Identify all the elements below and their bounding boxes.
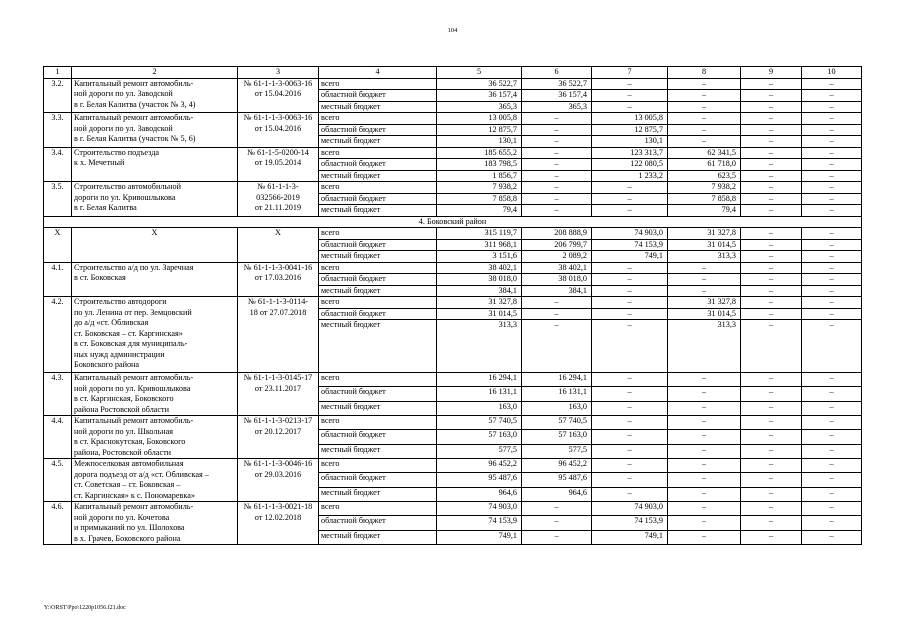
item-number: 4.4. — [44, 416, 72, 459]
item-number: 3.2. — [44, 78, 72, 113]
item-number: 4.1. — [44, 262, 72, 297]
amount-cell: – — [802, 444, 862, 458]
amount-cell: 384,1 — [522, 285, 592, 297]
amount-cell: 311 968,1 — [437, 239, 522, 251]
amount-cell: 74 903,0 — [592, 228, 668, 240]
amount-cell: – — [802, 320, 862, 373]
amount-cell: – — [741, 473, 802, 487]
item-name: Капитальный ремонт автомобиль- ной дороги по ул. Кочетова и примыканий по ул. Шолохова в х. Грачев, Боковского района — [72, 502, 238, 545]
amount-cell: – — [592, 297, 668, 309]
item-name: Капитальный ремонт автомобиль- ной дороги по ул. Заводской в г. Белая Калитва (участок № 5, 6) — [72, 113, 238, 148]
amount-cell: – — [741, 90, 802, 102]
amount-cell: – — [522, 297, 592, 309]
column-header: 5 — [437, 67, 522, 79]
table-row — [44, 502, 862, 516]
column-header: 7 — [592, 67, 668, 79]
item-name: Х — [72, 228, 238, 263]
amount-cell: – — [668, 90, 741, 102]
amount-cell: – — [802, 170, 862, 182]
amount-cell: – — [592, 430, 668, 444]
amount-cell: – — [592, 444, 668, 458]
funding-source: всего — [319, 147, 437, 159]
amount-cell: 749,1 — [437, 530, 522, 544]
amount-cell: 384,1 — [437, 285, 522, 297]
item-number: 3.3. — [44, 113, 72, 148]
table-row — [44, 147, 862, 159]
amount-cell: – — [802, 308, 862, 320]
amount-cell: – — [592, 473, 668, 487]
funding-source: областной бюджет — [319, 387, 437, 401]
amount-cell: – — [741, 430, 802, 444]
funding-source: местный бюджет — [319, 320, 437, 373]
amount-cell: 62 341,5 — [668, 147, 741, 159]
amount-cell: – — [522, 124, 592, 136]
table-row — [44, 228, 862, 240]
amount-cell: – — [522, 113, 592, 125]
amount-cell: – — [802, 401, 862, 415]
amount-cell: 206 799,7 — [522, 239, 592, 251]
amount-cell: – — [592, 285, 668, 297]
funding-source: всего — [319, 228, 437, 240]
amount-cell: 208 888,9 — [522, 228, 592, 240]
amount-cell: – — [741, 159, 802, 171]
funding-source: местный бюджет — [319, 170, 437, 182]
amount-cell: 749,1 — [592, 530, 668, 544]
amount-cell: – — [741, 193, 802, 205]
amount-cell: 74 903,0 — [437, 502, 522, 516]
amount-cell: 16 131,1 — [522, 387, 592, 401]
amount-cell: 31 327,8 — [437, 297, 522, 309]
amount-cell: 313,3 — [668, 251, 741, 263]
item-number: 4.2. — [44, 297, 72, 373]
amount-cell: – — [741, 262, 802, 274]
amount-cell: – — [668, 459, 741, 473]
amount-cell: – — [802, 430, 862, 444]
amount-cell: 96 452,2 — [437, 459, 522, 473]
amount-cell: 31 327,8 — [668, 297, 741, 309]
item-name: Межпоселковая автомобильная дорога подъезд от а/д «ст. Обливская – ст. Советская – ст. Боковская – ст. Каргинская» к с. Пономаревка» — [72, 459, 238, 502]
amount-cell: 31 014,5 — [668, 308, 741, 320]
amount-cell: – — [741, 113, 802, 125]
funding-source: областной бюджет — [319, 159, 437, 171]
amount-cell: 185 655,2 — [437, 147, 522, 159]
amount-cell: 964,6 — [437, 487, 522, 501]
amount-cell: 7 858,8 — [668, 193, 741, 205]
amount-cell: – — [522, 205, 592, 217]
amount-cell: – — [668, 124, 741, 136]
funding-source: областной бюджет — [319, 430, 437, 444]
amount-cell: 36 522,7 — [522, 78, 592, 90]
amount-cell: – — [741, 136, 802, 148]
amount-cell: 163,0 — [437, 401, 522, 415]
amount-cell: – — [668, 136, 741, 148]
funding-source: областной бюджет — [319, 239, 437, 251]
table-body — [44, 67, 862, 545]
table-row — [44, 297, 862, 309]
amount-cell: 3 151,6 — [437, 251, 522, 263]
amount-cell: – — [668, 387, 741, 401]
amount-cell: 313,3 — [437, 320, 522, 373]
item-document: № 61-1-1-3-0145-17 от 23.11.2017 — [238, 373, 319, 416]
amount-cell: 38 402,1 — [437, 262, 522, 274]
amount-cell: – — [592, 401, 668, 415]
amount-cell: 749,1 — [592, 251, 668, 263]
amount-cell: – — [802, 473, 862, 487]
amount-cell: 1 233,2 — [592, 170, 668, 182]
amount-cell: – — [668, 401, 741, 415]
amount-cell: 61 718,0 — [668, 159, 741, 171]
item-document: № 61-1-1-3-0063-16 от 15.04.2016 — [238, 113, 319, 148]
table-row — [44, 262, 862, 274]
amount-cell: – — [802, 159, 862, 171]
amount-cell: – — [741, 251, 802, 263]
amount-cell: – — [522, 193, 592, 205]
funding-source: всего — [319, 297, 437, 309]
amount-cell: 38 018,0 — [437, 274, 522, 286]
amount-cell: – — [802, 387, 862, 401]
amount-cell: 57 163,0 — [522, 430, 592, 444]
amount-cell: – — [592, 274, 668, 286]
column-header: 3 — [238, 67, 319, 79]
amount-cell: 130,1 — [437, 136, 522, 148]
amount-cell: – — [802, 136, 862, 148]
funding-source: областной бюджет — [319, 308, 437, 320]
item-document: № 61-1-1-3-0063-16 от 15.04.2016 — [238, 78, 319, 113]
amount-cell: – — [592, 373, 668, 387]
amount-cell: – — [741, 373, 802, 387]
amount-cell: – — [741, 308, 802, 320]
amount-cell: 74 903,0 — [592, 502, 668, 516]
amount-cell: – — [802, 193, 862, 205]
amount-cell: 36 157,4 — [437, 90, 522, 102]
amount-cell: – — [802, 90, 862, 102]
amount-cell: 79,4 — [668, 205, 741, 217]
amount-cell: 74 153,9 — [592, 516, 668, 530]
amount-cell: 13 005,8 — [592, 113, 668, 125]
item-name: Строительство а/д по ул. Заречная в ст. Боковская — [72, 262, 238, 297]
amount-cell: – — [741, 401, 802, 415]
column-header: 2 — [72, 67, 238, 79]
amount-cell: – — [802, 516, 862, 530]
amount-cell: – — [802, 416, 862, 430]
amount-cell: – — [592, 459, 668, 473]
amount-cell: 79,4 — [437, 205, 522, 217]
funding-source: областной бюджет — [319, 193, 437, 205]
amount-cell: – — [592, 193, 668, 205]
amount-cell: – — [592, 90, 668, 102]
amount-cell: – — [592, 320, 668, 373]
amount-cell: 31 327,8 — [668, 228, 741, 240]
amount-cell: – — [741, 147, 802, 159]
amount-cell: – — [668, 444, 741, 458]
amount-cell: – — [668, 530, 741, 544]
amount-cell: – — [741, 170, 802, 182]
amount-cell: – — [802, 205, 862, 217]
item-number: 4.5. — [44, 459, 72, 502]
funding-source: местный бюджет — [319, 205, 437, 217]
amount-cell: – — [802, 251, 862, 263]
amount-cell: 16 131,1 — [437, 387, 522, 401]
table-row — [44, 459, 862, 473]
table-row — [44, 78, 862, 90]
table-row — [44, 416, 862, 430]
amount-cell: 12 875,7 — [592, 124, 668, 136]
amount-cell: – — [802, 530, 862, 544]
amount-cell: – — [668, 101, 741, 113]
amount-cell: 7 938,2 — [668, 182, 741, 194]
funding-source: всего — [319, 182, 437, 194]
amount-cell: – — [741, 502, 802, 516]
amount-cell: – — [522, 530, 592, 544]
amount-cell: – — [592, 101, 668, 113]
amount-cell: – — [741, 274, 802, 286]
amount-cell: – — [668, 78, 741, 90]
amount-cell: – — [522, 170, 592, 182]
amount-cell: 130,1 — [592, 136, 668, 148]
item-document: № 61-1-1-3-0046-16 от 29.03.2016 — [238, 459, 319, 502]
item-name: Капитальный ремонт автомобиль- ной дороги по ул. Кривошлыкова в ст. Каргинская, Боковского района Ростовской области — [72, 373, 238, 416]
budget-table — [43, 66, 862, 545]
column-header: 4 — [319, 67, 437, 79]
amount-cell: 95 487,6 — [522, 473, 592, 487]
amount-cell: – — [522, 502, 592, 516]
item-number: 3.5. — [44, 182, 72, 217]
amount-cell: 1 856,7 — [437, 170, 522, 182]
amount-cell: 31 014,5 — [437, 308, 522, 320]
item-number: Х — [44, 228, 72, 263]
amount-cell: – — [592, 487, 668, 501]
item-number: 3.4. — [44, 147, 72, 182]
amount-cell: – — [592, 416, 668, 430]
footer-path: Y:\ORST\Ppo\1220p1056.f21.doc — [44, 605, 126, 611]
amount-cell: – — [802, 182, 862, 194]
amount-cell: – — [522, 320, 592, 373]
amount-cell: 36 522,7 — [437, 78, 522, 90]
amount-cell: – — [802, 373, 862, 387]
amount-cell: 964,6 — [522, 487, 592, 501]
column-header: 9 — [741, 67, 802, 79]
amount-cell: – — [522, 516, 592, 530]
amount-cell: 16 294,1 — [522, 373, 592, 387]
amount-cell: – — [668, 285, 741, 297]
item-document: № 61-1-1-3-0021-18 от 12.02.2018 — [238, 502, 319, 545]
table-row — [44, 182, 862, 194]
amount-cell: 123 313,7 — [592, 147, 668, 159]
amount-cell: – — [522, 159, 592, 171]
funding-source: всего — [319, 373, 437, 387]
amount-cell: – — [741, 182, 802, 194]
item-number: 4.6. — [44, 502, 72, 545]
funding-source: местный бюджет — [319, 136, 437, 148]
amount-cell: – — [741, 297, 802, 309]
amount-cell: 623,5 — [668, 170, 741, 182]
amount-cell: – — [741, 530, 802, 544]
item-name: Капитальный ремонт автомобиль- ной дороги по ул. Заводской в г. Белая Калитва (участок № 3, 4) — [72, 78, 238, 113]
amount-cell: – — [802, 113, 862, 125]
amount-cell: – — [668, 113, 741, 125]
amount-cell: – — [802, 502, 862, 516]
amount-cell: – — [668, 487, 741, 501]
amount-cell: – — [522, 308, 592, 320]
amount-cell: – — [802, 124, 862, 136]
amount-cell: – — [741, 459, 802, 473]
amount-cell: – — [668, 274, 741, 286]
amount-cell: 96 452,2 — [522, 459, 592, 473]
funding-source: всего — [319, 78, 437, 90]
amount-cell: – — [668, 502, 741, 516]
amount-cell: – — [741, 101, 802, 113]
amount-cell: – — [741, 320, 802, 373]
page-number: 104 — [447, 27, 458, 34]
amount-cell: – — [741, 239, 802, 251]
amount-cell: – — [741, 285, 802, 297]
amount-cell: – — [668, 416, 741, 430]
amount-cell: 365,3 — [437, 101, 522, 113]
item-document: № 61-1-1-3-0114- 18 от 27.07.2018 — [238, 297, 319, 373]
amount-cell: 57 163,0 — [437, 430, 522, 444]
amount-cell: – — [802, 297, 862, 309]
amount-cell: – — [741, 416, 802, 430]
item-document: № 61-1-1-3- 032566-2019 от 21.11.2019 — [238, 182, 319, 217]
amount-cell: – — [668, 473, 741, 487]
funding-source: всего — [319, 459, 437, 473]
amount-cell: 12 875,7 — [437, 124, 522, 136]
item-name: Капитальный ремонт автомобиль- ной дороги по ул. Школьная в ст. Краснокутская, Боковского района, Ростовской области — [72, 416, 238, 459]
amount-cell: – — [741, 78, 802, 90]
section-row — [44, 216, 862, 228]
amount-cell: – — [592, 262, 668, 274]
funding-source: всего — [319, 113, 437, 125]
funding-source: местный бюджет — [319, 285, 437, 297]
amount-cell: 7 938,2 — [437, 182, 522, 194]
column-header: 1 — [44, 67, 72, 79]
amount-cell: 122 080,5 — [592, 159, 668, 171]
item-document: Х — [238, 228, 319, 263]
amount-cell: 57 740,5 — [522, 416, 592, 430]
amount-cell: 57 740,5 — [437, 416, 522, 430]
amount-cell: – — [592, 182, 668, 194]
amount-cell: 577,5 — [437, 444, 522, 458]
funding-source: местный бюджет — [319, 401, 437, 415]
funding-source: всего — [319, 502, 437, 516]
amount-cell: – — [522, 182, 592, 194]
amount-cell: 315 119,7 — [437, 228, 522, 240]
amount-cell: 16 294,1 — [437, 373, 522, 387]
column-header: 8 — [668, 67, 741, 79]
funding-source: областной бюджет — [319, 90, 437, 102]
amount-cell: – — [668, 262, 741, 274]
amount-cell: – — [592, 205, 668, 217]
funding-source: местный бюджет — [319, 487, 437, 501]
amount-cell: 38 018,0 — [522, 274, 592, 286]
amount-cell: – — [592, 78, 668, 90]
item-name: Строительство подъезда к х. Мечетный — [72, 147, 238, 182]
amount-cell: 31 014,5 — [668, 239, 741, 251]
section-title: 4. Боковский район — [44, 216, 862, 228]
amount-cell: – — [741, 516, 802, 530]
amount-cell: 2 089,2 — [522, 251, 592, 263]
amount-cell: – — [592, 387, 668, 401]
amount-cell: – — [802, 78, 862, 90]
amount-cell: – — [668, 516, 741, 530]
amount-cell: 183 798,5 — [437, 159, 522, 171]
amount-cell: – — [668, 373, 741, 387]
item-document: № 61-1-1-3-0213-17 от 20.12.2017 — [238, 416, 319, 459]
amount-cell: – — [802, 262, 862, 274]
funding-source: всего — [319, 416, 437, 430]
amount-cell: 7 858,8 — [437, 193, 522, 205]
table-row — [44, 373, 862, 387]
amount-cell: 365,3 — [522, 101, 592, 113]
amount-cell: – — [741, 487, 802, 501]
amount-cell: – — [741, 444, 802, 458]
funding-source: областной бюджет — [319, 124, 437, 136]
funding-source: местный бюджет — [319, 251, 437, 263]
amount-cell: – — [802, 274, 862, 286]
amount-cell: – — [592, 308, 668, 320]
funding-source: областной бюджет — [319, 274, 437, 286]
amount-cell: – — [668, 430, 741, 444]
amount-cell: – — [741, 228, 802, 240]
amount-cell: – — [802, 487, 862, 501]
amount-cell: 74 153,9 — [592, 239, 668, 251]
funding-source: областной бюджет — [319, 473, 437, 487]
amount-cell: 38 402,1 — [522, 262, 592, 274]
amount-cell: 95 487,6 — [437, 473, 522, 487]
amount-cell: – — [802, 459, 862, 473]
amount-cell: – — [522, 147, 592, 159]
amount-cell: – — [741, 124, 802, 136]
amount-cell: 313,3 — [668, 320, 741, 373]
funding-source: местный бюджет — [319, 101, 437, 113]
amount-cell: – — [522, 136, 592, 148]
amount-cell: 74 153,9 — [437, 516, 522, 530]
amount-cell: – — [741, 387, 802, 401]
amount-cell: – — [802, 285, 862, 297]
amount-cell: 36 157,4 — [522, 90, 592, 102]
funding-source: местный бюджет — [319, 530, 437, 544]
amount-cell: 13 005,8 — [437, 113, 522, 125]
amount-cell: – — [802, 101, 862, 113]
item-name: Строительство автомобильной дороги по ул. Кривошлыкова в г. Белая Калитва — [72, 182, 238, 217]
funding-source: местный бюджет — [319, 444, 437, 458]
item-name: Строительство автодороги по ул. Ленина от пер. Земцовский до а/д «ст. Обливская ст. Боковская – ст. Каргинская» в ст. Боковская для муниципаль- ных нужд администрации Боковского района — [72, 297, 238, 373]
header-row — [44, 67, 862, 79]
funding-source: областной бюджет — [319, 516, 437, 530]
amount-cell: – — [802, 228, 862, 240]
amount-cell: 163,0 — [522, 401, 592, 415]
amount-cell: – — [741, 205, 802, 217]
item-number: 4.3. — [44, 373, 72, 416]
column-header: 6 — [522, 67, 592, 79]
amount-cell: – — [802, 239, 862, 251]
amount-cell: 577,5 — [522, 444, 592, 458]
item-document: № 61-1-1-3-0041-16 от 17.03.2016 — [238, 262, 319, 297]
table-row — [44, 113, 862, 125]
item-document: № 61-1-5-0200-14 от 19.05.2014 — [238, 147, 319, 182]
amount-cell: – — [802, 147, 862, 159]
column-header: 10 — [802, 67, 862, 79]
funding-source: всего — [319, 262, 437, 274]
